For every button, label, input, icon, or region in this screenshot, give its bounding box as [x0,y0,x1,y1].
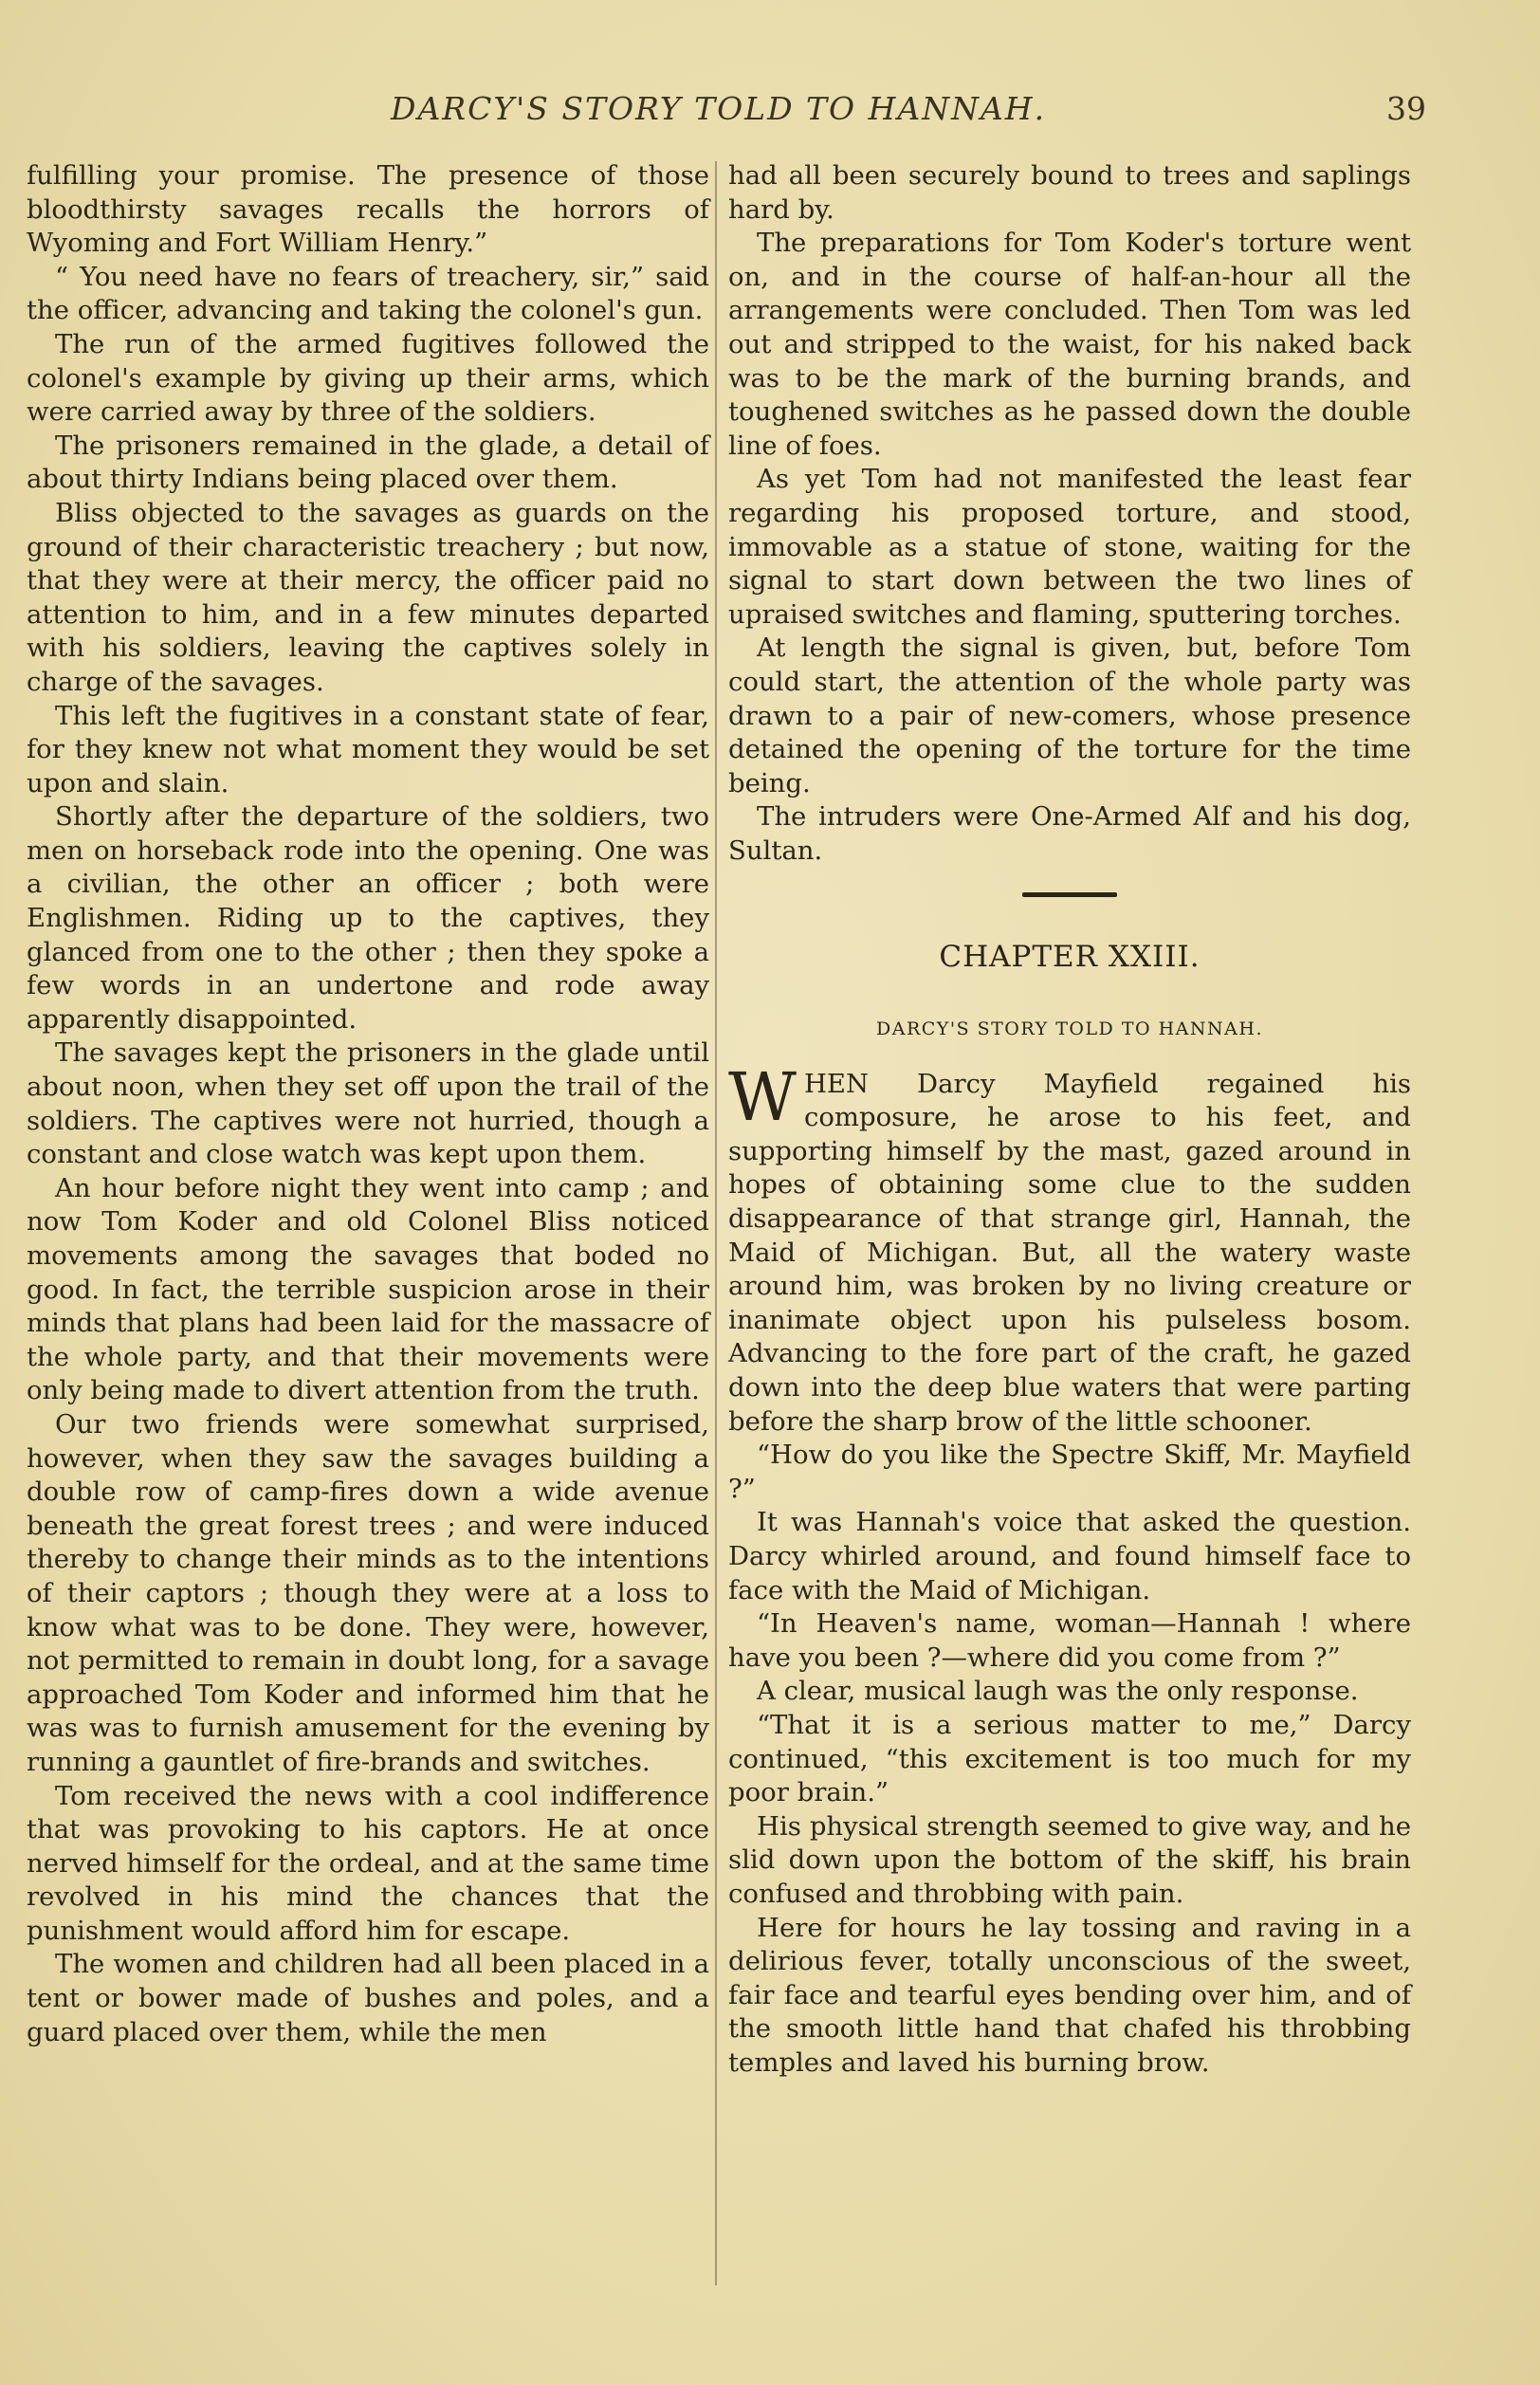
paragraph: This left the fugitives in a constant state of fear, for they knew not what moment they would be set upon and slain. [27,700,709,798]
paragraph: had all been securely bound to trees and saplings hard by. [728,160,1411,225]
left-column [27,159,709,2049]
paragraph: “How do you like the Spectre Skiff, Mr. Mayfield ?” [728,1440,1411,1504]
chapter-title: CHAPTER XXIII. [939,940,1201,975]
running-head: DARCY'S STORY TOLD TO HANNAH. [391,90,1047,127]
paragraph: The prisoners remained in the glade, a detail of about thirty Indians being placed over them. [27,430,709,495]
paragraph: Shortly after the departure of the soldiers, two men on horseback rode into the opening. One was a civilian, the other an officer ; both were Englishmen. Riding up to the captives, they glanced from one to the other ; then they spoke a few words in an undertone and rode away apparently disappointed. [27,801,709,1035]
paragraph: The women and children had all been placed in a tent or bower made of bushes and poles, and a guard placed over them, while the men [27,1949,709,2047]
right-column [728,159,1411,2080]
paragraph: fulfilling your promise. The presence of those bloodthirsty savages recalls the horrors of Wyoming and Fort William Henry.” [27,160,709,259]
column-divider [715,161,717,2285]
paragraph: As yet Tom had not manifested the least fear regarding his proposed torture, and stood, immovable as a statue of stone, waiting for the signal to start down between the two lines of upraised switches and flaming, sputtering torches. [728,464,1411,630]
paragraph: The preparations for Tom Koder's torture went on, and in the course of half-an-hour all the arrangements were concluded. Then Tom was led out and stripped to the waist, for his naked back was to be the mark of the burning brands, and toughened switches as he passed down the double line of foes. [728,228,1411,461]
paragraph: The intruders were One-Armed Alf and his dog, Sultan. [728,801,1411,866]
paragraph: “In Heaven's name, woman—Hannah ! where have you been ?—where did you come from ?” [728,1608,1411,1673]
section-rule [1022,892,1117,897]
chapter-subtitle: DARCY'S STORY TOLD TO HANNAH. [876,1018,1263,1040]
drop-cap: W [728,1057,797,1136]
paragraph: It was Hannah's voice that asked the question. Darcy whirled around, and found himself face to face with the Maid of Michigan. [728,1507,1411,1605]
paragraph: Bliss objected to the savages as guards on the ground of their characteristic treachery ; but now, that they were at their mercy, the officer paid no attention to him, and in a few minutes departed with his soldiers, leaving the captives solely in charge of the savages. [27,497,709,697]
paragraph: Tom received the news with a cool indifference that was provoking to his captors. He at once nerved himself for the ordeal, and at the same time revolved in his mind the chances that the punishment would afford him for escape. [27,1780,709,1946]
paragraph: A clear, musical laugh was the only response. [757,1676,1359,1707]
paragraph: An hour before night they went into camp ; and now Tom Koder and old Colonel Bliss noticed movements among the savages that boded no good. In fact, the terrible suspicion arose in their minds that plans had been laid for the massacre of the whole party, and that their movements were only being made to divert attention from the truth. [27,1172,709,1406]
paragraph: The savages kept the prisoners in the glade until about noon, when they set off upon the trail of the soldiers. The captives were not hurried, though a constant and close watch was kept upon them. [27,1037,709,1170]
paragraph: Here for hours he lay tossing and raving in a delirious fever, totally unconscious of the sweet, fair face and tearful eyes bending over him, and of the smooth little hand that chafed his throbbing temples and laved his burning brow. [728,1912,1411,2078]
paragraph: “That it is a serious matter to me,” Darcy continued, “this excitement is too much for my poor brain.” [728,1709,1411,1808]
page-number: 39 [1386,90,1426,127]
page-header [0,90,1540,138]
chapter-first-paragraph [728,1057,1411,1440]
paragraph: “ You need have no fears of treachery, sir,” said the officer, advancing and taking the colonel's gun. [27,261,709,326]
paragraph: At length the signal is given, but, before Tom could start, the attention of the whole party was drawn to a pair of new-comers, whose presence detained the opening of the torture for the time being. [728,633,1411,798]
paragraph: His physical strength seemed to give way, and he slid down upon the bottom of the skiff, his brain confused and throbbing with pain. [728,1810,1411,1909]
paragraph: The run of the armed fugitives followed the colonel's example by giving up their arms, which were carried away by three of the soldiers. [27,328,709,428]
paragraph: Our two friends were somewhat surprised, however, when they saw the savages building a double row of camp-fires down a wide avenue beneath the great forest trees ; and were induced thereby to change their minds as to the intentions of their captors ; though they were at a loss to know what was to be done. They were, however, not permitted to remain in doubt long, for a savage approached Tom Koder and informed him that he was was to furnish amusement for the evening by running a gauntlet of fire-brands and switches. [27,1408,709,1777]
first-paragraph-text: HEN Darcy Mayfield regained his composure, he arose to his feet, and supporting himself by the mast, gazed around in hopes of obtaining some clue to the sudden disappearance of that strange girl, Hannah, the Maid of Michigan. But, all the watery waste around him, was broken by no living creature or inanimate object upon his pulseless bosom. Advancing to the fore part of the craft, he gazed down into the deep blue waters that were parting before the sharp brow of the little schooner. [728,1068,1411,1437]
